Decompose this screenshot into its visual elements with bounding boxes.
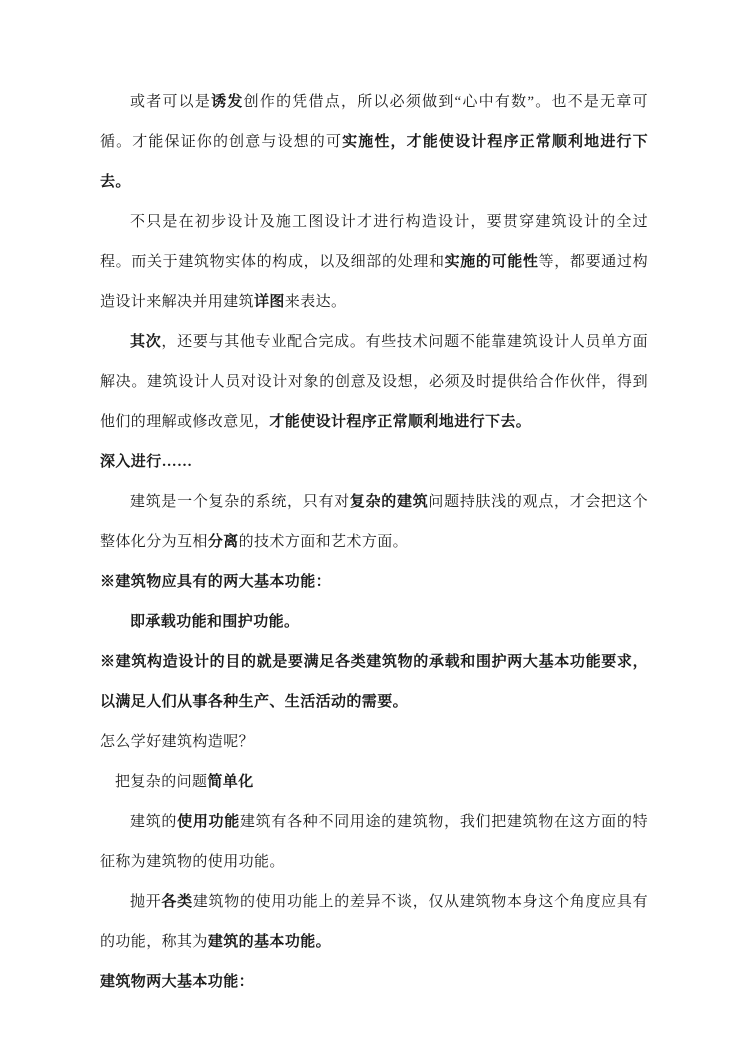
para-usage-function: [100, 802, 648, 882]
text-run-bold: ※建筑物应具有的两大基本功能：: [100, 574, 332, 590]
text-run-bold: ※建筑构造设计的目的就是要满足各类建筑物的承载和围护两大基本功能要求，以满足人们从事各种生产、生活活动的需要。: [100, 654, 648, 710]
text-run: 不只是在初步设计及施工图设计才进行构造设计，要贯穿建筑设计的全过程。而关于建筑物实体的构成，以及细部的处理和: [100, 214, 648, 270]
text-run-bold: 其次: [130, 334, 162, 350]
text-run: 建筑是一个复杂的系统，只有对: [130, 494, 350, 510]
text-run: 建筑的: [130, 814, 178, 830]
text-run-bold: 使用功能: [177, 814, 240, 830]
text-run-bold: 诱发: [211, 94, 244, 110]
text-run-bold: 简单化: [207, 774, 254, 790]
text-run: 问题持肤浅的观点，才会把这个整体化分为互相: [100, 494, 648, 550]
text-run: 或者可以是: [130, 94, 212, 110]
text-run: 把复杂的问题: [115, 774, 208, 790]
para-whole-process: [100, 202, 648, 322]
text-run-bold: 建筑的基本功能。: [207, 934, 332, 950]
para-two-basic-functions-footer: [100, 962, 648, 1002]
text-run-bold: 即承载功能和围护功能。: [130, 614, 300, 630]
para-cooperation: [100, 322, 648, 442]
text-run-bold: 实施性，才能使设计程序正常顺利地进行下去。: [100, 134, 648, 190]
text-run-bold: 深入进行……: [100, 454, 193, 470]
text-run: 建筑物的使用功能上的差异不谈，仅从建筑物本身这个角度应具有的功能，称其为: [100, 894, 648, 950]
text-run-bold: 分离: [207, 534, 239, 550]
text-run: 建筑有各种不同用途的建筑物，我们把建筑物在这方面的特征称为建筑物的使用功能。: [100, 814, 648, 870]
text-run-bold: 各类: [161, 894, 193, 910]
text-run: ，还要与其他专业配合完成。有些技术问题不能靠建筑设计人员单方面解决。建筑设计人员对设计对象的创意及设想，必须及时提供给合作伙伴，得到他们的理解或修改意见，: [100, 334, 648, 430]
para-heading-go-deeper: [100, 442, 648, 482]
text-run-bold: 才能使设计程序正常顺利地进行下去。: [269, 414, 532, 430]
text-run-bold: 建筑物两大基本功能：: [100, 974, 255, 990]
text-run-bold: 详图: [254, 294, 285, 310]
para-basic-function: [100, 882, 648, 962]
para-complex-system: [100, 482, 648, 562]
text-run: 的技术方面和艺术方面。: [238, 534, 409, 550]
para-how-to-learn: [100, 722, 648, 762]
para-bearing-enclosure: [100, 602, 648, 642]
text-run: 创作的凭借点，所以必须做到“心中有数”。也不是无章可循。才能保证你的创意与设想的可: [100, 94, 648, 150]
para-simplify: [100, 762, 648, 802]
para-design-purpose: [100, 642, 648, 722]
text-run: 怎么学好建筑构造呢？: [100, 734, 255, 750]
text-run: 抛开: [130, 894, 162, 910]
document-body: [100, 82, 648, 1002]
text-run: 来表达。: [284, 294, 347, 310]
text-run-bold: 实施的可能性: [444, 254, 539, 270]
para-creation-basis: [100, 82, 648, 202]
text-run-bold: 复杂的建筑: [349, 494, 429, 510]
text-run: 等，都要通过构造设计来解决并用建筑: [100, 254, 648, 310]
para-two-basic-functions-heading: [100, 562, 648, 602]
